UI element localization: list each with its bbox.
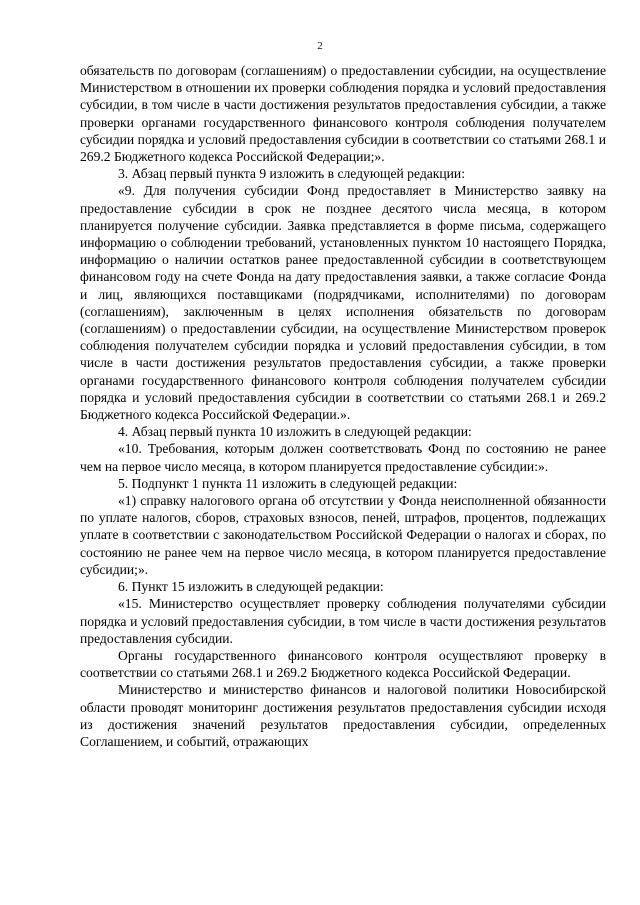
paragraph: 5. Подпункт 1 пункта 11 изложить в следующей редакции: bbox=[118, 475, 458, 491]
paragraph: «15. Министерство осуществляет проверку соблюдения получателями субсидии порядка и условий предоставления субсидии, в том числе в части достижения результатов предоставления субсидии. bbox=[80, 596, 606, 646]
document-body bbox=[80, 62, 606, 750]
paragraph: 4. Абзац первый пункта 10 изложить в следующей редакции: bbox=[118, 424, 472, 440]
page-number: 2 bbox=[317, 40, 323, 52]
paragraph: «10. Требования, которым должен соответствовать Фонд по состоянию не ранее чем на первое число месяца, в котором планируется предоставление субсидии:». bbox=[80, 441, 606, 474]
paragraph: 3. Абзац первый пункта 9 изложить в следующей редакции: bbox=[118, 166, 465, 182]
paragraph: «1) справку налогового органа об отсутствии у Фонда неисполненной обязанности по уплате налогов, сборов, страховых взносов, пеней, штрафов, процентов, подлежащих уплате в соответствии с законодательством Российской Федерации о налогах и сборах, по состоянию не ранее чем на первое число месяца, в котором планируется предоставление субсидии;». bbox=[80, 493, 606, 577]
paragraph: «9. Для получения субсидии Фонд предоставляет в Министерство заявку на предоставление субсидии в срок не позднее десятого числа месяца, в котором планируется получение субсидии. Заявка представляется в форме письма, содержащего информацию о соблюдении требований, установленных пунктом 10 настоящего Порядка, информацию о наличии остатков ранее предоставленной субсидии в соответствующем финансовом году на счете Фонда на дату предоставления заявки, а также согласие Фонда и лиц, являющихся поставщиками (подрядчиками, исполнителями) по договорам (соглашениям), заключенным в целях исполнения обязательств по договорам (соглашениям) о предоставлении субсидии, на осуществление Министерством проверок соблюдения получателем субсидии порядка и условий предоставления субсидии, в том числе в части достижения результатов предоставления субсидии, а также проверки органами государственного финансового контроля соблюдения получателем субсидии порядка и условий предоставления субсидии в соответствии со статьями 268.1 и 269.2 Бюджетного кодекса Российской Федерации.». bbox=[80, 183, 606, 423]
paragraph: обязательств по договорам (соглашениям) о предоставлении субсидии, на осуществление Министерством в отношении их проверки соблюдения порядка и условий предоставления субсидии, в том числе в части достижения результатов предоставления субсидии, а также проверки органами государственного финансового контроля соблюдения получателем субсидии порядка и условий предоставления субсидии в соответствии со статьями 268.1 и 269.2 Бюджетного кодекса Российской Федерации;». bbox=[80, 63, 606, 165]
paragraph: Органы государственного финансового контроля осуществляют проверку в соответствии со статьями 268.1 и 269.2 Бюджетного кодекса Российской Федерации. bbox=[80, 647, 606, 681]
paragraph: 6. Пункт 15 изложить в следующей редакции: bbox=[118, 579, 384, 595]
paragraph: Министерство и министерство финансов и налоговой политики Новосибирской области проводят мониторинг достижения результатов предоставления субсидии исходя из достижения значений результатов предоставления субсидии, определенных Соглашением, и событий, отражающих bbox=[80, 682, 606, 749]
